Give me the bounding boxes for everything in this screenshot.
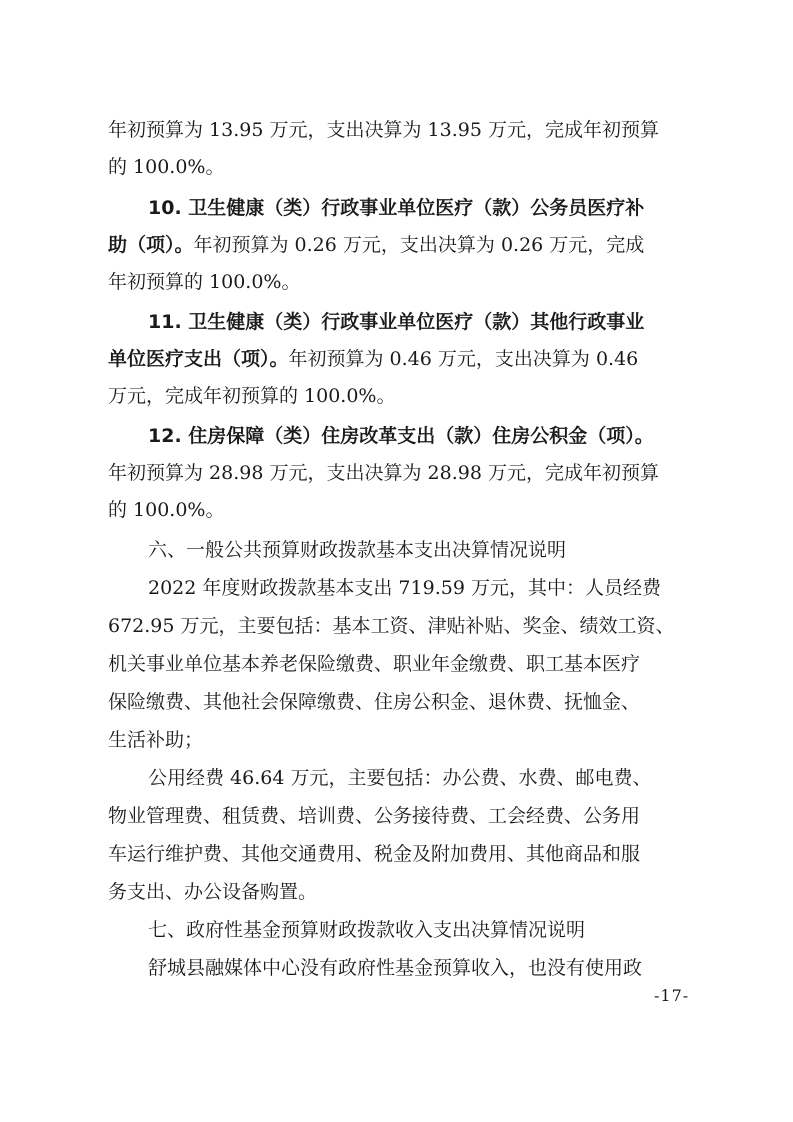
text-line-7 xyxy=(108,347,638,371)
text-line-1: 年初预算为 13.95 万元，支出决算为 13.95 万元，完成年初预算 xyxy=(108,119,659,141)
text-line-18: 公用经费 46.64 万元，主要包括：办公费、水费、邮电费、 xyxy=(148,767,652,789)
item-12-heading: 12. 住房保障（类）住房改革支出（款）住房公积金（项）。 xyxy=(148,425,654,447)
text-line-10: 年初预算为 28.98 万元，支出决算为 28.98 万元，完成年初预算 xyxy=(108,462,659,484)
text-line-19: 物业管理费、租赁费、培训费、公务接待费、工会经费、公务用 xyxy=(108,805,641,827)
text-line-17: 生活补助； xyxy=(108,729,204,751)
text-line-13: 2022 年度财政拨款基本支出 719.59 万元，其中：人员经费 xyxy=(148,577,661,599)
text-line-21: 务支出、办公设备购置。 xyxy=(108,881,318,903)
text-line-2: 的 100.0%。 xyxy=(108,156,225,178)
text-line-11: 的 100.0%。 xyxy=(108,499,225,521)
item-11-heading: 11. 卫生健康（类）行政事业单位医疗（款）其他行政事业 xyxy=(148,311,645,333)
text-line-5: 年初预算的 100.0%。 xyxy=(108,271,301,293)
text-line-23: 舒城县融媒体中心没有政府性基金预算收入，也没有使用政 xyxy=(148,957,643,979)
section-6-heading: 六、一般公共预算财政拨款基本支出决算情况说明 xyxy=(148,539,567,561)
item-10-heading: 10. 卫生健康（类）行政事业单位医疗（款）公务员医疗补 xyxy=(148,197,645,219)
page-number: -17- xyxy=(654,986,690,1005)
item-10-heading-end: 助（项）。 xyxy=(108,234,194,256)
text-line-16: 保险缴费、其他社会保障缴费、住房公积金、退休费、抚恤金、 xyxy=(108,691,641,713)
text-line-20: 车运行维护费、其他交通费用、税金及附加费用、其他商品和服 xyxy=(108,843,641,865)
item-11-text: 年初预算为 0.46 万元，支出决算为 0.46 xyxy=(288,348,639,370)
text-line-15: 机关事业单位基本养老保险缴费、职业年金缴费、职工基本医疗 xyxy=(108,653,641,675)
item-11-heading-end: 单位医疗支出（项）。 xyxy=(108,348,289,370)
text-line-8: 万元，完成年初预算的 100.0%。 xyxy=(108,385,396,407)
text-line-4 xyxy=(108,233,644,257)
section-7-heading: 七、政府性基金预算财政拨款收入支出决算情况说明 xyxy=(148,919,586,941)
text-line-14: 672.95 万元，主要包括：基本工资、津贴补贴、奖金、绩效工资、 xyxy=(108,615,675,637)
item-10-text: 年初预算为 0.26 万元，支出决算为 0.26 万元，完成 xyxy=(193,234,645,256)
